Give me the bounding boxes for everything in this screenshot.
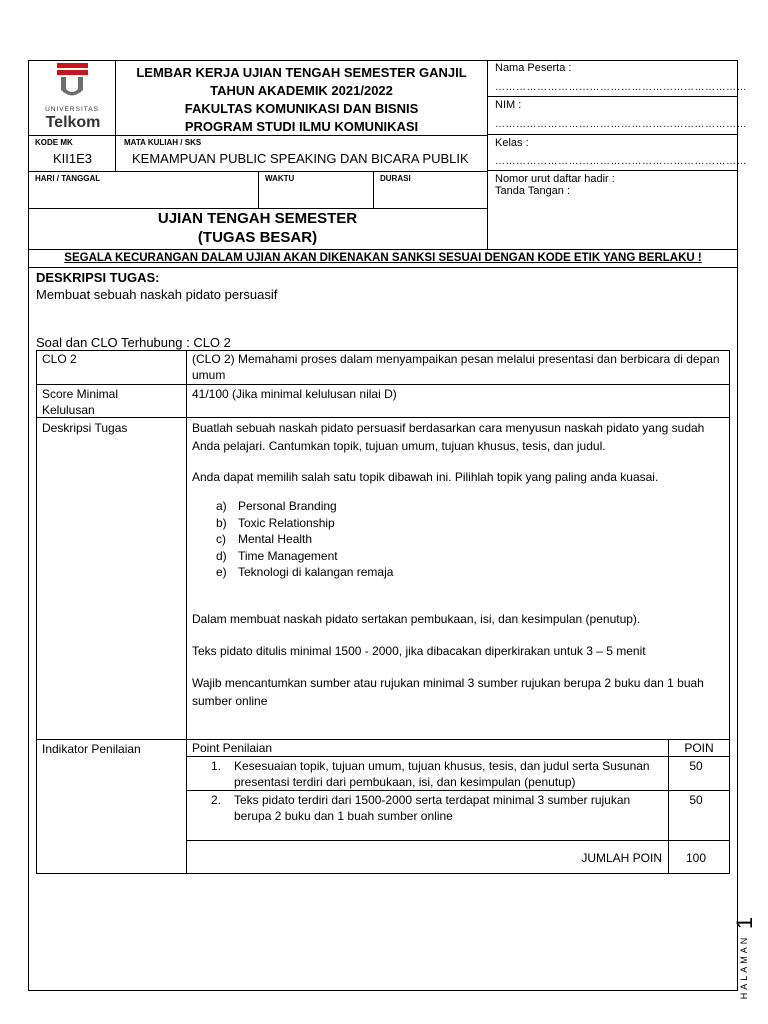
nomor-urut-label: Nomor urut daftar hadir : [495, 173, 615, 185]
header-title-line-4: PROGRAM STUDI ILMU KOMUNIKASI [184, 119, 419, 134]
mata-kuliah-label: MATA KULIAH / SKS [124, 138, 202, 147]
durasi-label: DURASI [380, 174, 411, 183]
criterion-2-text: Teks pidato terdiri dari 1500-2000 serta terdapat minimal 3 sumber rujukan berupa 2 buku dan 1 buah sumber online [234, 793, 631, 823]
page-number: 1 [732, 916, 757, 930]
deskripsi-tugas-p2: Anda dapat memilih salah satu topik dibawah ini. Pilihlah topik yang paling anda kuasai. [192, 470, 659, 484]
jumlah-poin-value: 100 [685, 851, 707, 865]
criterion-2-number: 2. [211, 793, 222, 807]
mata-kuliah-cell [116, 135, 488, 171]
topic-item: e) Teknologi di kalangan remaja [216, 565, 394, 579]
exam-title-line-1: UJIAN TENGAH SEMESTER [157, 210, 358, 227]
criterion-1-text: Kesesuaian topik, tujuan umum, tujuan khusus, tesis, dan judul serta Susunan presentasi terdiri dari pembukaan, isi, dan kesimpulan (penutup) [234, 759, 650, 789]
nama-peserta-label: Nama Peserta : [495, 62, 572, 74]
logo-word-telkom: Telkom [45, 114, 101, 131]
telkom-university-logo [28, 60, 116, 135]
deskripsi-tugas-p3: Dalam membuat naskah pidato sertakan pembukaan, isi, dan kesimpulan (penutup). [192, 612, 641, 626]
clo-label: CLO 2 [42, 352, 77, 366]
waktu-label: WAKTU [265, 174, 295, 183]
deskripsi-label: DESKRIPSI TUGAS: [36, 270, 160, 285]
criterion-1-number: 1. [211, 759, 222, 773]
header-title-line-3: FAKULTAS KOMUNIKASI DAN BISNIS [184, 101, 419, 116]
indikator-label: Indikator Penilaian [42, 742, 141, 756]
score-label: Score Minimal Kelulusan [42, 387, 119, 417]
logo-cell [28, 60, 116, 135]
kode-mk-cell [28, 135, 116, 171]
nomor-ttd-cell [488, 171, 738, 249]
deskripsi-tugas-p5: Wajib mencantumkan sumber atau rujukan minimal 3 sumber rujukan berupa 2 buku dan 1 buah sumber online [192, 676, 704, 708]
criterion-2-poin: 50 [689, 793, 703, 807]
durasi-cell [374, 171, 488, 208]
tanda-tangan-label: Tanda Tangan : [495, 185, 571, 197]
hari-tanggal-label: HARI / TANGGAL [35, 174, 101, 183]
deskripsi-tugas-p1: Buatlah sebuah naskah pidato persuasif berdasarkan cara menyusun naskah pidato yang sudah Anda pelajari. Cantumkan topik, tujuan umum, tujuan khusus, tesis, dan judul. [192, 421, 705, 453]
deskripsi-tugas-p4: Teks pidato ditulis minimal 1500 - 2000, jika dibacakan diperkirakan untuk 3 – 5 menit [192, 644, 646, 658]
header-title-line-2: TAHUN AKADEMIK 2021/2022 [210, 83, 393, 98]
topic-item: d) Time Management [216, 548, 338, 563]
nim-line[interactable]: ……………………………………………………………… [495, 119, 747, 130]
warning-banner: SEGALA KECURANGAN DALAM UJIAN AKAN DIKENAKAN SANKSI SESUAI DENGAN KODE ETIK YANG BERLAKU ! [64, 252, 702, 264]
topic-item: b) Toxic Relationship [216, 515, 335, 530]
kelas-cell [488, 135, 747, 171]
halaman-footer [732, 900, 762, 1000]
kode-mk-value: KII1E3 [53, 151, 93, 166]
title-cell [116, 60, 488, 135]
nama-peserta-line[interactable]: ……………………………………………………………… [495, 82, 747, 93]
jumlah-poin-label: JUMLAH POIN [581, 851, 662, 865]
waktu-cell [259, 171, 374, 208]
topic-item: a) Personal Branding [216, 499, 337, 513]
hari-tanggal-cell [28, 171, 259, 208]
deskripsi-text: Membuat sebuah naskah pidato persuasif [36, 287, 278, 302]
point-penilaian-header: Point Penilaian [192, 741, 273, 755]
soal-clo-line: Soal dan CLO Terhubung : CLO 2 [36, 335, 231, 350]
exam-title-line-2: (TUGAS BESAR) [197, 229, 318, 246]
logo-word-universitas: UNIVERSITAS [45, 106, 99, 113]
header-title-line-1: LEMBAR KERJA UJIAN TENGAH SEMESTER GANJIL [136, 65, 467, 80]
criterion-1-poin: 50 [689, 759, 703, 773]
kode-mk-label: KODE MK [35, 138, 73, 147]
topic-list [216, 498, 393, 581]
deskripsi-tugas-label: Deskripsi Tugas [42, 421, 128, 435]
nim-label: NIM : [495, 99, 522, 111]
exam-title-cell [28, 208, 488, 249]
kelas-label: Kelas : [495, 137, 529, 149]
poin-header: POIN [684, 741, 714, 755]
mata-kuliah-value: KEMAMPUAN PUBLIC SPEAKING DAN BICARA PUBLIK [132, 151, 469, 166]
kelas-line[interactable]: ……………………………………………………………… [495, 156, 747, 167]
halaman-label: HALAMAN [739, 934, 749, 1000]
nama-peserta-cell [488, 60, 747, 97]
topic-item: c) Mental Health [216, 532, 313, 546]
nim-cell [488, 97, 747, 135]
score-text: 41/100 (Jika minimal kelulusan nilai D) [192, 387, 397, 401]
clo-text: (CLO 2) Memahami proses dalam menyampaikan pesan melalui presentasi dan berbicara di depan umum [192, 352, 720, 382]
